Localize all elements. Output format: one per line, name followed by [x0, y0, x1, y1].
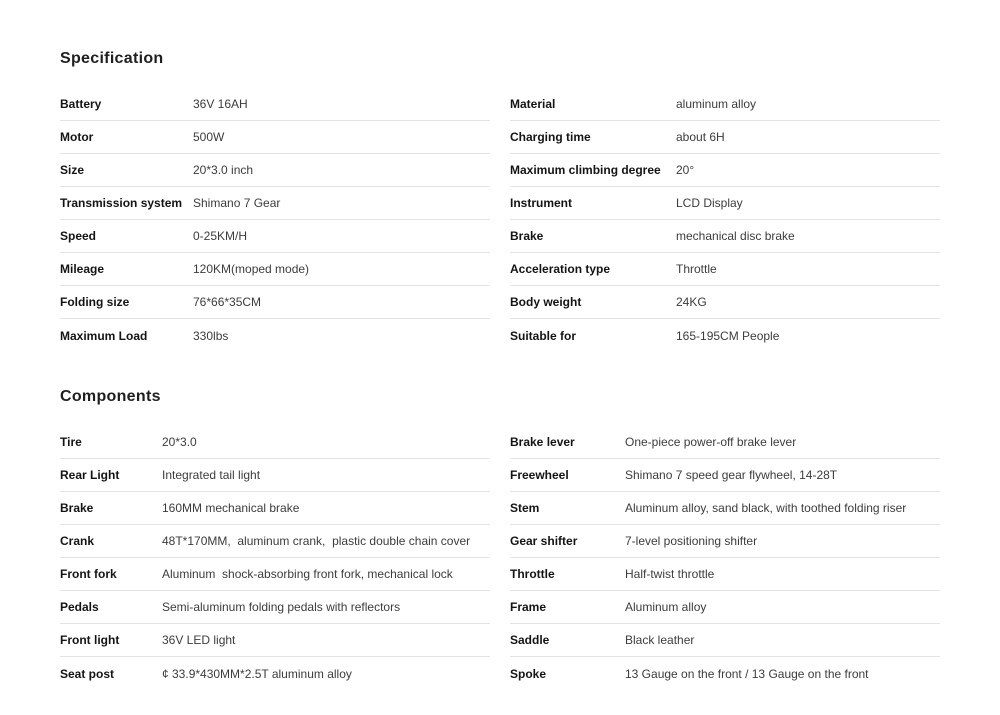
table-row — [60, 253, 490, 286]
row-value: 160MM mechanical brake — [162, 501, 300, 515]
table-row — [510, 459, 940, 492]
specification-right-column — [510, 88, 940, 352]
row-label: Maximum climbing degree — [510, 163, 661, 177]
table-row — [510, 319, 940, 352]
row-value: 20*3.0 — [162, 435, 197, 449]
row-value: Shimano 7 Gear — [193, 196, 281, 210]
row-label: Throttle — [510, 567, 555, 581]
row-value: LCD Display — [676, 196, 743, 210]
table-row — [60, 525, 490, 558]
row-value: Half-twist throttle — [625, 567, 715, 581]
table-row — [60, 591, 490, 624]
table-row — [60, 154, 490, 187]
table-row — [510, 88, 940, 121]
row-label: Gear shifter — [510, 534, 578, 548]
row-label: Freewheel — [510, 468, 569, 482]
table-row — [510, 492, 940, 525]
components-section-title: Components — [60, 388, 161, 405]
row-label: Pedals — [60, 600, 99, 614]
row-label: Front fork — [60, 567, 117, 581]
table-row — [510, 426, 940, 459]
table-row — [510, 121, 940, 154]
row-value: Aluminum alloy, sand black, with toothed folding riser — [625, 501, 907, 515]
table-row — [60, 558, 490, 591]
row-label: Motor — [60, 130, 94, 144]
table-row — [510, 657, 940, 690]
table-row — [510, 525, 940, 558]
row-label: Suitable for — [510, 328, 577, 343]
table-row — [60, 88, 490, 121]
row-value: 330lbs — [193, 328, 229, 343]
row-value: about 6H — [676, 130, 725, 144]
table-row — [60, 657, 490, 690]
table-row — [510, 220, 940, 253]
table-row — [60, 121, 490, 154]
table-row — [60, 220, 490, 253]
row-value: 20° — [676, 163, 695, 177]
row-label: Crank — [60, 534, 95, 548]
table-row — [510, 286, 940, 319]
row-value: 20*3.0 inch — [193, 163, 254, 177]
row-value: 0-25KM/H — [193, 229, 248, 243]
row-value: 13 Gauge on the front / 13 Gauge on the front — [625, 666, 869, 681]
row-label: Material — [510, 97, 556, 111]
table-row — [60, 492, 490, 525]
row-value: ¢ 33.9*430MM*2.5T aluminum alloy — [162, 666, 352, 681]
row-value: Integrated tail light — [162, 468, 261, 482]
page-content — [60, 0, 940, 690]
table-row — [60, 187, 490, 220]
components-columns — [60, 426, 940, 690]
row-label: Front light — [60, 633, 120, 647]
row-value: 500W — [193, 130, 225, 144]
row-value: 36V 16AH — [193, 97, 248, 111]
specification-columns — [60, 88, 940, 352]
table-row — [510, 624, 940, 657]
row-value: Black leather — [625, 633, 695, 647]
row-value: 120KM(moped mode) — [193, 262, 310, 276]
row-value: 165-195CM People — [676, 328, 780, 343]
table-row — [510, 591, 940, 624]
row-label: Acceleration type — [510, 262, 611, 276]
table-row — [510, 558, 940, 591]
row-value: 76*66*35CM — [193, 295, 262, 309]
row-label: Frame — [510, 600, 547, 614]
table-row — [60, 459, 490, 492]
row-value: mechanical disc brake — [676, 229, 795, 243]
components-left-column — [60, 426, 490, 690]
row-label: Size — [60, 163, 85, 177]
row-label: Charging time — [510, 130, 591, 144]
table-row — [60, 624, 490, 657]
components-right-column — [510, 426, 940, 690]
row-value: Semi-aluminum folding pedals with reflectors — [162, 600, 401, 614]
row-label: Battery — [60, 97, 102, 111]
row-label: Instrument — [510, 196, 573, 210]
table-row — [60, 286, 490, 319]
row-label: Stem — [510, 501, 540, 515]
row-label: Body weight — [510, 295, 582, 309]
row-value: 48T*170MM, aluminum crank, plastic double chain cover — [162, 534, 471, 548]
row-label: Rear Light — [60, 468, 120, 482]
table-row — [510, 253, 940, 286]
row-label: Transmission system — [60, 196, 183, 210]
specification-section-title: Specification — [60, 50, 164, 67]
row-value: aluminum alloy — [676, 97, 757, 111]
row-value: Aluminum alloy — [625, 600, 707, 614]
row-label: Tire — [60, 435, 82, 449]
row-value: 24KG — [676, 295, 707, 309]
section-components — [60, 352, 940, 690]
row-label: Seat post — [60, 666, 115, 681]
row-label: Spoke — [510, 666, 547, 681]
row-value: 7-level positioning shifter — [625, 534, 758, 548]
table-row — [510, 187, 940, 220]
table-row — [60, 319, 490, 352]
row-label: Folding size — [60, 295, 130, 309]
specification-left-column — [60, 88, 490, 352]
section-specification — [60, 0, 940, 352]
row-label: Maximum Load — [60, 328, 148, 343]
row-label: Speed — [60, 229, 97, 243]
row-label: Mileage — [60, 262, 105, 276]
row-value: One-piece power-off brake lever — [625, 435, 797, 449]
row-label: Brake lever — [510, 435, 575, 449]
row-value: Aluminum shock-absorbing front fork, mechanical lock — [162, 567, 453, 581]
row-value: 36V LED light — [162, 633, 236, 647]
table-row — [60, 426, 490, 459]
row-label: Saddle — [510, 633, 550, 647]
row-label: Brake — [60, 501, 94, 515]
row-value: Shimano 7 speed gear flywheel, 14-28T — [625, 468, 838, 482]
row-value: Throttle — [676, 262, 717, 276]
table-row — [510, 154, 940, 187]
row-label: Brake — [510, 229, 544, 243]
